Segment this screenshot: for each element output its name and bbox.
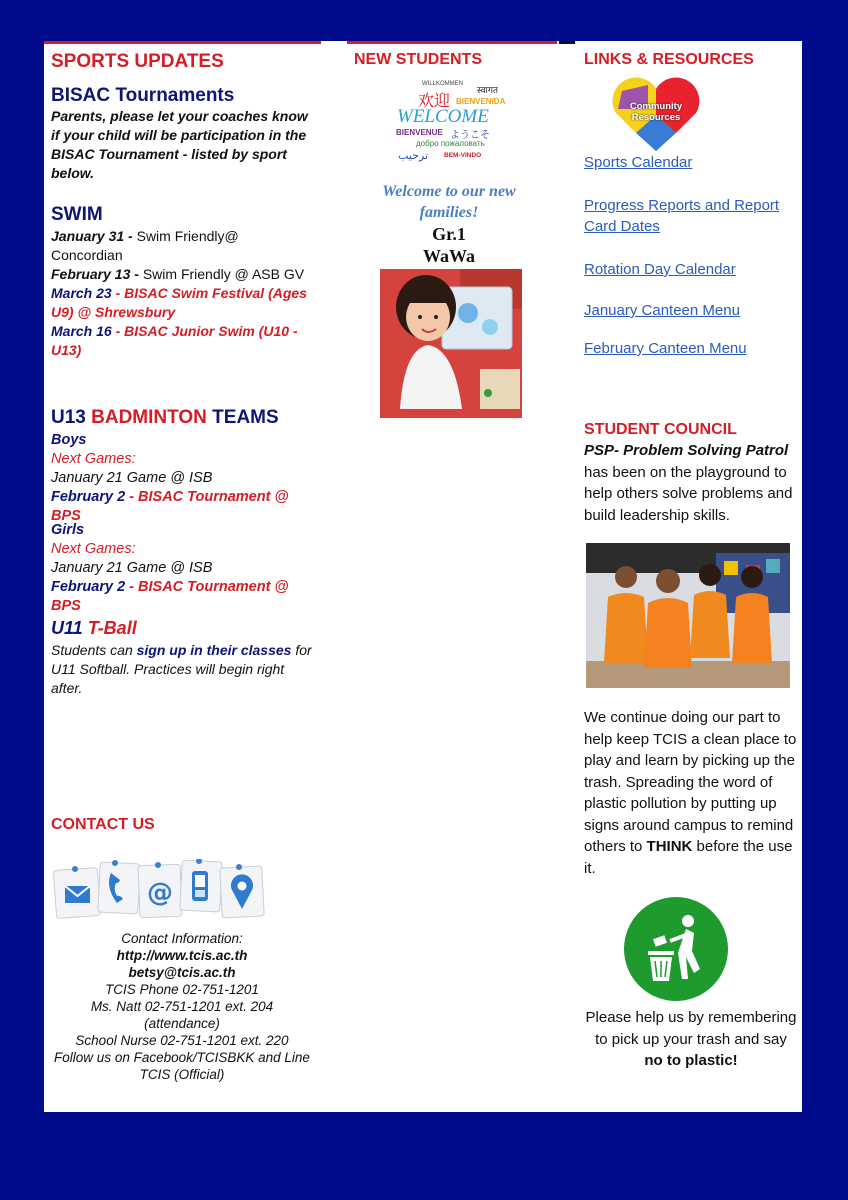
community-resources-heart (608, 75, 704, 155)
trash-bin-icon (624, 897, 728, 1001)
contact-line: School Nurse 02-751-1201 ext. 220 (75, 1033, 289, 1048)
top-accent-line (44, 41, 321, 44)
swim-item: January 31 - Swim Friendly@ Concordian (51, 228, 239, 263)
boys-game: February 2 - BISAC Tournament @ BPS (51, 489, 289, 524)
contact-line: TCIS Phone 02-751-1201 (105, 982, 259, 997)
boys-game: January 21 Game @ ISB (51, 470, 213, 486)
link-february-canteen-menu[interactable]: February Canteen Menu (584, 340, 747, 357)
swim-item: February 13 - Swim Friendly @ ASB GV (51, 266, 305, 282)
top-accent-line (347, 41, 557, 44)
swim-item: March 16 - BISAC Junior Swim (U10 - U13) (51, 323, 298, 358)
contact-info (51, 930, 313, 1083)
tball-text: Students can sign up in their classes for U11 Softball. Practices will begin right after. (51, 642, 312, 696)
link-january-canteen-menu[interactable]: January Canteen Menu (584, 302, 740, 319)
girls-label: Girls (51, 522, 85, 538)
student-council-photo (586, 543, 790, 688)
location-pin-icon[interactable] (220, 864, 265, 918)
boys-block (51, 431, 313, 526)
phone-icon[interactable] (98, 860, 141, 914)
student-name: WaWa (422, 246, 475, 266)
girls-block (51, 521, 313, 616)
closing-text: Please help us by remembering to pick up your trash and say no to plastic! (585, 1009, 797, 1069)
clean-campus-text: We continue doing our part to help keep TCIS a clean place to play and learn by picking up the trash. Spreading the word of plastic pollution by putting up signs around campus to remind others to THINK before the use it. (584, 709, 797, 877)
link-sports-calendar[interactable]: Sports Calendar (584, 154, 693, 171)
grade-label: Gr.1 (432, 224, 466, 244)
contact-icons-row (53, 859, 268, 921)
mobile-phone-icon[interactable] (180, 859, 223, 912)
tball-title: U11 T-Ball (51, 618, 137, 638)
swim-title: SWIM (51, 204, 103, 225)
website-link[interactable]: http://www.tcis.ac.th (116, 948, 248, 963)
contact-line: (attendance) (144, 1016, 220, 1031)
bisac-text: Parents, please let your coaches know if your child will be participation in the BISAC Tournament - listed by sport below. (51, 108, 308, 181)
badminton-title: U13 BADMINTON TEAMS (51, 407, 279, 428)
boys-next-games: Next Games: (51, 451, 136, 467)
girls-next-games: Next Games: (51, 541, 136, 557)
bisac-title: BISAC Tournaments (51, 85, 235, 106)
contact-info-label: Contact Information: (121, 931, 243, 946)
girls-game: January 21 Game @ ISB (51, 560, 213, 576)
svg-text:@: @ (147, 878, 173, 908)
contact-line: TCIS (Official) (139, 1067, 225, 1082)
welcome-word-cloud: WILLKOMMEN स्वागत 欢迎 BIENVENIDA WELCOME BIENVENUE ようこそ добро пожаловать ترحيب BEM-VINDO (396, 81, 506, 162)
contact-heading: CONTACT US (51, 816, 155, 833)
link-progress-reports[interactable]: Progress Reports and Report Card Dates (584, 197, 780, 235)
student-council-heading: STUDENT COUNCIL (584, 421, 737, 438)
email-link[interactable]: betsy@tcis.ac.th (128, 965, 236, 980)
links-heading: LINKS & RESOURCES (584, 51, 754, 68)
swim-item: March 23 - BISAC Swim Festival (Ages U9) @ Shrewsbury (51, 285, 307, 320)
contact-line: Follow us on Facebook/TCISBKK and Line (54, 1050, 310, 1065)
link-rotation-day-calendar[interactable]: Rotation Day Calendar (584, 261, 736, 278)
top-accent-mark (559, 41, 575, 44)
swim-list (51, 227, 313, 360)
psp-text: PSP- Problem Solving Patrol has been on the playground to help others solve problems and build leadership skills. (584, 442, 793, 524)
new-students-heading: NEW STUDENTS (354, 51, 482, 68)
at-sign-icon[interactable] (138, 862, 182, 918)
sports-heading: SPORTS UPDATES (51, 51, 224, 72)
newsletter-page (44, 41, 802, 1112)
welcome-line: Welcome to our new families! (382, 183, 516, 221)
girls-game: February 2 - BISAC Tournament @ BPS (51, 579, 289, 614)
student-photo (380, 269, 522, 418)
heart-label: Community Resources (629, 101, 683, 123)
boys-label: Boys (51, 432, 87, 448)
contact-line: Ms. Natt 02-751-1201 ext. 204 (90, 999, 274, 1014)
envelope-icon[interactable] (53, 866, 100, 918)
